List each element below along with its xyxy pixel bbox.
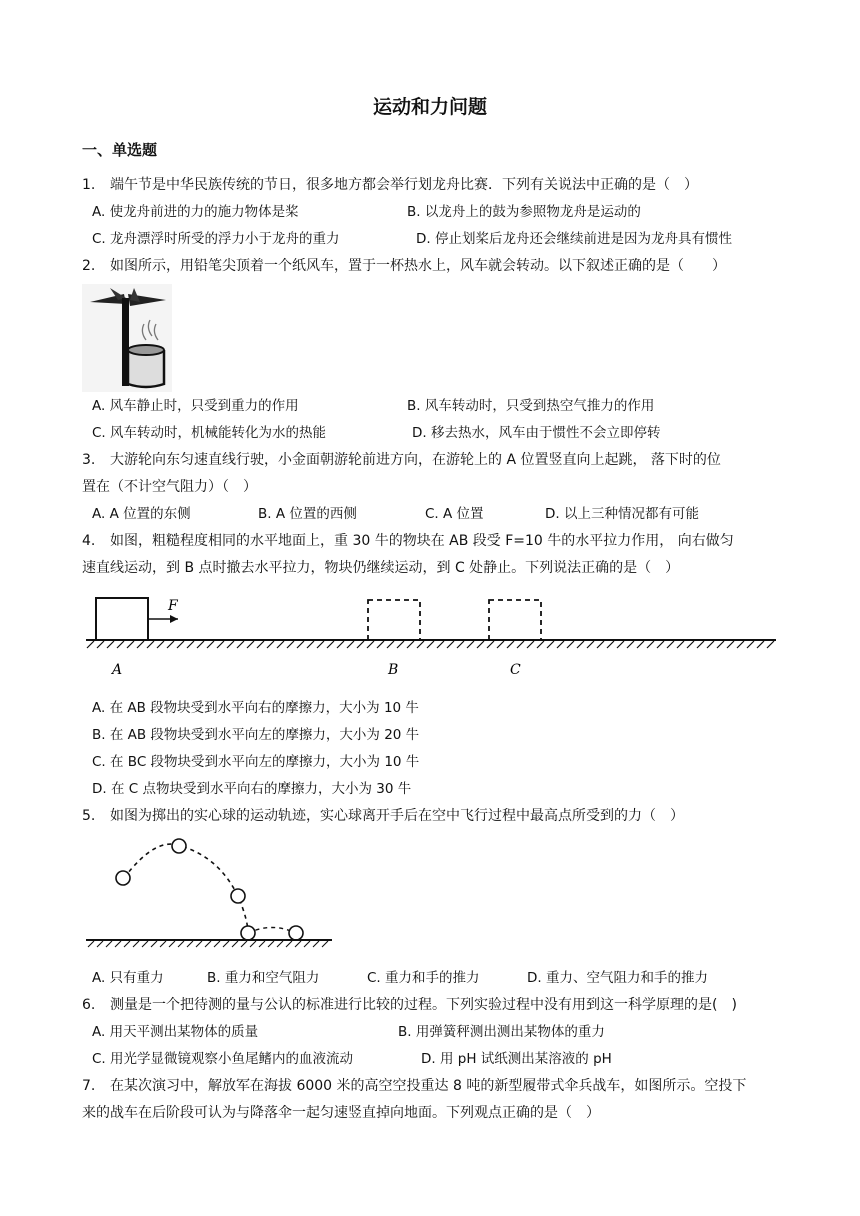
option-a: A. A 位置的东侧 <box>92 506 191 522</box>
question-number: 6. <box>82 997 96 1013</box>
option-d: D. 在 C 点物块受到水平向右的摩擦力，大小为 30 牛 <box>92 781 412 797</box>
block-friction-figure <box>86 590 776 680</box>
pinwheel-figure <box>82 284 172 392</box>
force-label: F <box>168 598 178 614</box>
question-text: 在某次演习中，解放军在海拔 6000 米的高空空投重达 8 吨的新型履带式伞兵战车，如图所示。空投下 <box>110 1078 747 1094</box>
question-4 <box>82 531 734 551</box>
question-text: 大游轮向东匀速直线行驶，小金面朝游轮前进方向，在游轮上的 A 位置竖直向上起跳， 落下时的位 <box>110 452 721 468</box>
question-text: 如图为掷出的实心球的运动轨迹，实心球离开手后在空中飞行过程中最高点所受到的力（ ） <box>110 808 684 824</box>
ball-trajectory-figure <box>86 832 336 952</box>
page-title: 运动和力问题 <box>372 96 487 118</box>
option-a: A. 在 AB 段物块受到水平向右的摩擦力，大小为 10 牛 <box>92 700 419 716</box>
question-text-continued: 置在（不计空气阻力）（ ） <box>82 479 257 495</box>
point-c-label: C <box>510 662 521 678</box>
question-text: 如图，粗糙程度相同的水平地面上，重 30 牛的物块在 AB 段受 F=10 牛的水平拉力作用， 向右做匀 <box>110 533 734 549</box>
question-3 <box>82 450 721 470</box>
option-b: B. 以龙舟上的鼓为参照物龙舟是运动的 <box>407 204 641 220</box>
option-b: B. 在 AB 段物块受到水平向左的摩擦力，大小为 20 牛 <box>92 727 420 743</box>
point-b-label: B <box>388 662 399 678</box>
question-number: 1. <box>82 177 96 193</box>
question-1 <box>82 175 698 195</box>
question-text: 测量是一个把待测的量与公认的标准进行比较的过程。下列实验过程中没有用到这一科学原理的是( ) <box>110 997 737 1013</box>
question-text-continued: 来的战车在后阶段可认为与降落伞一起匀速竖直掉向地面。下列观点正确的是（ ） <box>82 1105 600 1121</box>
section-heading: 一、单选题 <box>82 141 158 159</box>
point-a-label: A <box>112 662 123 678</box>
option-a: A. 用天平测出某物体的质量 <box>92 1024 259 1040</box>
question-text: 如图所示，用铅笔尖顶着一个纸风车，置于一杯热水上，风车就会转动。以下叙述正确的是（ ） <box>110 258 726 274</box>
option-a: A. 使龙舟前进的力的施力物体是桨 <box>92 204 299 220</box>
option-c: C. 风车转动时，机械能转化为水的热能 <box>92 425 327 441</box>
question-7 <box>82 1076 746 1096</box>
question-text-continued: 速直线运动，到 B 点时撤去水平拉力，物块仍继续运动，到 C 处静止。下列说法正确的是（ ） <box>82 560 680 576</box>
question-number: 3. <box>82 452 96 468</box>
option-d: D. 重力、空气阻力和手的推力 <box>527 970 708 986</box>
option-b: B. 用弹簧秤测出测出某物体的重力 <box>398 1024 605 1040</box>
question-number: 2. <box>82 258 96 274</box>
option-b: B. 风车转动时，只受到热空气推力的作用 <box>407 398 655 414</box>
question-6 <box>82 995 737 1015</box>
option-c: C. 用光学显微镜观察小鱼尾鳍内的血液流动 <box>92 1051 354 1067</box>
option-d: D. 停止划桨后龙舟还会继续前进是因为龙舟具有惯性 <box>416 231 732 247</box>
option-c: C. 龙舟漂浮时所受的浮力小于龙舟的重力 <box>92 231 340 247</box>
option-a: A. 风车静止时，只受到重力的作用 <box>92 398 299 414</box>
option-d: D. 以上三种情况都有可能 <box>545 506 699 522</box>
option-d: D. 移去热水，风车由于惯性不会立即停转 <box>412 425 661 441</box>
question-number: 7. <box>82 1078 96 1094</box>
option-d: D. 用 pH 试纸测出某溶液的 pH <box>421 1051 612 1067</box>
option-b: B. A 位置的西侧 <box>258 506 357 522</box>
option-c: C. 在 BC 段物块受到水平向左的摩擦力，大小为 10 牛 <box>92 754 420 770</box>
option-a: A. 只有重力 <box>92 970 164 986</box>
question-text: 端午节是中华民族传统的节日，很多地方都会举行划龙舟比赛．下列有关说法中正确的是（ ） <box>110 177 698 193</box>
question-2 <box>82 256 726 276</box>
option-b: B. 重力和空气阻力 <box>207 970 320 986</box>
option-c: C. A 位置 <box>425 506 484 522</box>
question-number: 5. <box>82 808 96 824</box>
question-number: 4. <box>82 533 96 549</box>
option-c: C. 重力和手的推力 <box>367 970 480 986</box>
question-5 <box>82 806 684 826</box>
